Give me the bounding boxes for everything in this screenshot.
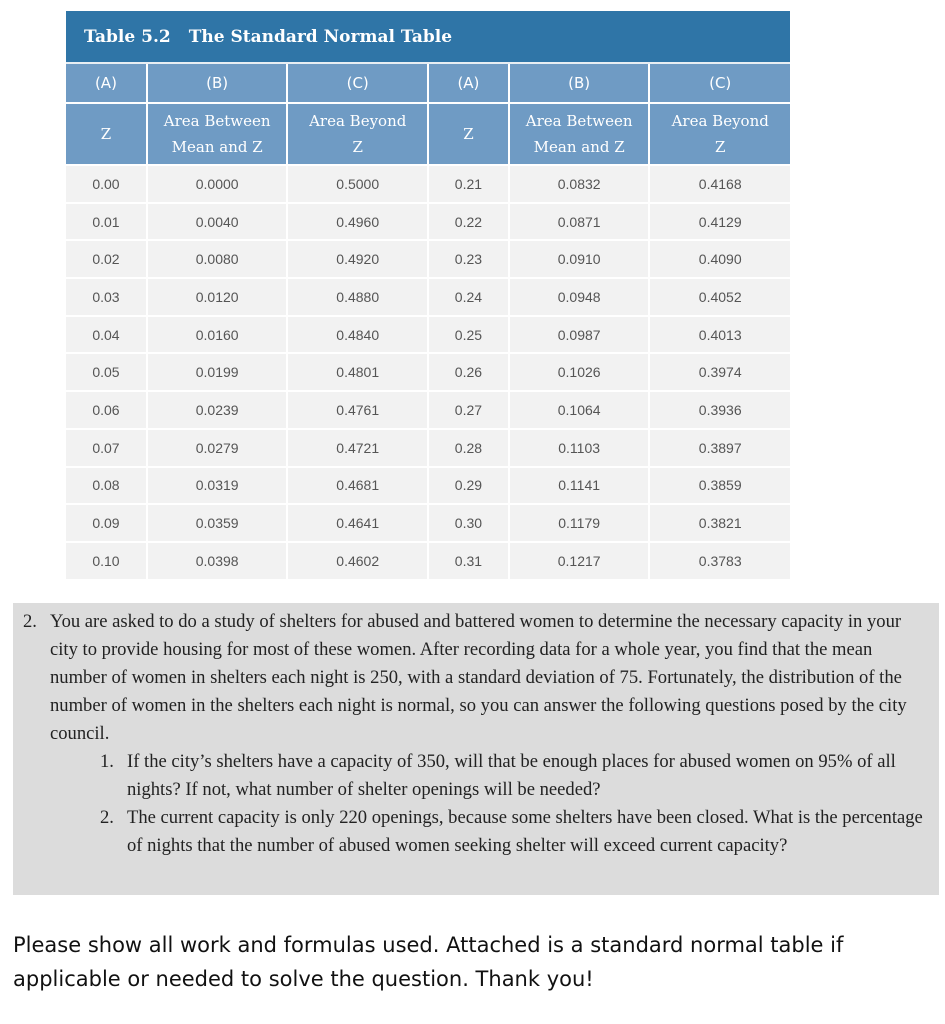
table-cell: 0.29 [428, 467, 509, 505]
table-cell: 0.1103 [509, 429, 650, 467]
column-letter-row [66, 64, 790, 103]
table-cell: 0.4641 [287, 504, 428, 542]
subquestion-text: If the city’s shelters have a capacity of 350, will that be enough places for abused women on 95% of all nights? If not, what number of shelter openings will be needed? [127, 751, 896, 800]
table-cell: 0.24 [428, 278, 509, 316]
column-letter: (C) [287, 64, 428, 103]
subquestion-number: 1. [100, 751, 114, 772]
column-letter: (A) [428, 64, 509, 103]
table-cell: 0.31 [428, 542, 509, 580]
table-row [66, 240, 790, 278]
table-cell: 0.4960 [287, 203, 428, 241]
subquestion-text: The current capacity is only 220 openings, because some shelters have been closed. What is the percentage of nights that the number of abused women seeking shelter will exceed current capacity? [127, 807, 923, 856]
table-cell: 0.05 [66, 353, 147, 391]
column-letter: (B) [147, 64, 288, 103]
table-cell: 0.3859 [649, 467, 790, 505]
problem-statement [23, 608, 929, 748]
table-row [66, 542, 790, 580]
table-cell: 0.03 [66, 278, 147, 316]
table-cell: 0.4052 [649, 278, 790, 316]
table-cell: 0.4920 [287, 240, 428, 278]
table-cell: 0.0871 [509, 203, 650, 241]
table-cell: 0.1064 [509, 391, 650, 429]
column-header: Area Between Mean and Z [509, 103, 650, 165]
table-cell: 0.3974 [649, 353, 790, 391]
table-cell: 0.22 [428, 203, 509, 241]
table-cell: 0.3936 [649, 391, 790, 429]
table-cell: 0.4013 [649, 316, 790, 354]
table-cell: 0.0832 [509, 165, 650, 203]
column-header: Area Between Mean and Z [147, 103, 288, 165]
table-cell: 0.4880 [287, 278, 428, 316]
table-cell: 0.4602 [287, 542, 428, 580]
table-cell: 0.06 [66, 391, 147, 429]
table-cell: 0.00 [66, 165, 147, 203]
table-cell: 0.04 [66, 316, 147, 354]
table-cell: 0.27 [428, 391, 509, 429]
subquestion [100, 748, 929, 804]
table-row [66, 316, 790, 354]
table-cell: 0.0319 [147, 467, 288, 505]
table-row [66, 504, 790, 542]
table-body [66, 165, 790, 580]
table-cell: 0.3783 [649, 542, 790, 580]
problem-box [13, 603, 939, 895]
table-cell: 0.4801 [287, 353, 428, 391]
column-header: Area Beyond Z [287, 103, 428, 165]
table-cell: 0.1026 [509, 353, 650, 391]
table-cell: 0.10 [66, 542, 147, 580]
table-cell: 0.0080 [147, 240, 288, 278]
table-cell: 0.1141 [509, 467, 650, 505]
table-cell: 0.4761 [287, 391, 428, 429]
table-cell: 0.25 [428, 316, 509, 354]
table-cell: 0.0398 [147, 542, 288, 580]
column-header: Area Beyond Z [649, 103, 790, 165]
table-cell: 0.0910 [509, 240, 650, 278]
column-letter: (A) [66, 64, 147, 103]
table-label: Table 5.2 [84, 26, 171, 47]
table-cell: 0.4681 [287, 467, 428, 505]
column-header-row [66, 103, 790, 165]
table-cell: 0.4721 [287, 429, 428, 467]
table-cell: 0.0279 [147, 429, 288, 467]
column-letter: (C) [649, 64, 790, 103]
subquestion [100, 804, 929, 860]
table-cell: 0.08 [66, 467, 147, 505]
table-cell: 0.0120 [147, 278, 288, 316]
table-cell: 0.3821 [649, 504, 790, 542]
table-cell: 0.01 [66, 203, 147, 241]
table-row [66, 353, 790, 391]
column-letter: (B) [509, 64, 650, 103]
table-cell: 0.0359 [147, 504, 288, 542]
problem-text: You are asked to do a study of shelters for abused and battered women to determine the necessary capacity in your city to provide housing for most of these women. After recording data for a whole year, you find that the mean number of women in shelters each night is 250, with a standard deviation of 75. Fortunately, the distribution of the number of women in the shelters each night is normal, so you can answer the following questions posed by the city council. [50, 611, 907, 744]
table-cell: 0.3897 [649, 429, 790, 467]
table-row [66, 429, 790, 467]
table-cell: 0.02 [66, 240, 147, 278]
table-cell: 0.4129 [649, 203, 790, 241]
column-header: Z [428, 103, 509, 165]
table-cell: 0.26 [428, 353, 509, 391]
table-cell: 0.5000 [287, 165, 428, 203]
table-cell: 0.4168 [649, 165, 790, 203]
problem-number: 2. [23, 611, 37, 632]
table-cell: 0.0948 [509, 278, 650, 316]
table-row [66, 165, 790, 203]
standard-normal-table-card [66, 11, 790, 581]
table-cell: 0.30 [428, 504, 509, 542]
table-cell: 0.0239 [147, 391, 288, 429]
table-cell: 0.1217 [509, 542, 650, 580]
table-cell: 0.0040 [147, 203, 288, 241]
column-header: Z [66, 103, 147, 165]
table-cell: 0.4840 [287, 316, 428, 354]
table-cell: 0.0987 [509, 316, 650, 354]
table-row [66, 391, 790, 429]
table-row [66, 203, 790, 241]
table-cell: 0.0199 [147, 353, 288, 391]
table-row [66, 278, 790, 316]
help-request-text: Please show all work and formulas used. Attached is a standard normal table if applicable or needed to solve the question. Thank you! [13, 933, 844, 991]
table-cell: 0.23 [428, 240, 509, 278]
table-title-bar [66, 11, 790, 64]
table-cell: 0.07 [66, 429, 147, 467]
subquestion-number: 2. [100, 807, 114, 828]
table-title: The Standard Normal Table [188, 26, 453, 47]
table-cell: 0.21 [428, 165, 509, 203]
table-cell: 0.4090 [649, 240, 790, 278]
table-cell: 0.1179 [509, 504, 650, 542]
table-cell: 0.0000 [147, 165, 288, 203]
table-cell: 0.09 [66, 504, 147, 542]
table-row [66, 467, 790, 505]
table-cell: 0.0160 [147, 316, 288, 354]
table-cell: 0.28 [428, 429, 509, 467]
standard-normal-table [66, 64, 790, 581]
